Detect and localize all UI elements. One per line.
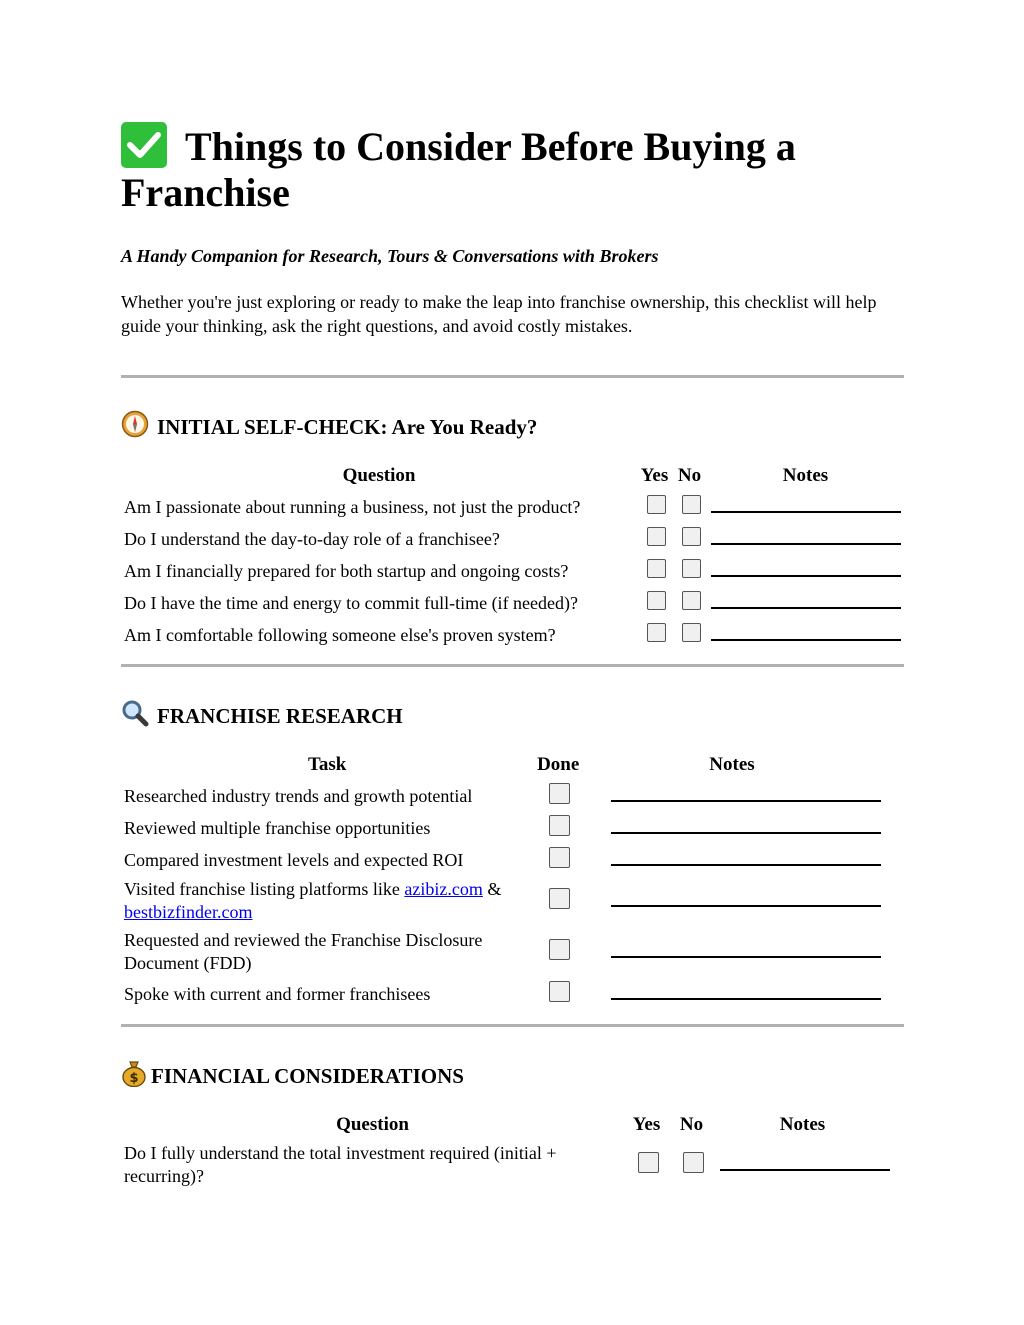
notes-line[interactable] xyxy=(611,786,881,802)
notes-line[interactable] xyxy=(711,529,901,545)
check-mark-icon xyxy=(121,122,167,168)
notes-line[interactable] xyxy=(611,850,881,866)
table-row xyxy=(121,844,881,876)
table-row xyxy=(121,926,881,978)
task-text: Researched industry trends and growth potential xyxy=(124,785,473,806)
task-text: Visited franchise listing platforms like azibiz.com & bestbizfinder.com xyxy=(124,879,502,922)
task-text: Compared investment levels and expected ROI xyxy=(124,849,464,870)
task-text: Reviewed multiple franchise opportunities xyxy=(124,817,431,838)
compass-icon xyxy=(121,410,149,444)
page-title-text: Things to Consider Before Buying a Franchise xyxy=(121,124,796,215)
task-text: Requested and reviewed the Franchise Disclosure Document (FDD) xyxy=(124,930,483,973)
notes-line[interactable] xyxy=(711,561,901,577)
table-row xyxy=(121,978,881,1010)
section-heading-research: FRANCHISE RESEARCH xyxy=(121,699,403,733)
intro-paragraph: Whether you're just exploring or ready to make the leap into franchise ownership, this checklist will help guide your thinking, ask the right questions, and avoid costly mistakes. xyxy=(121,292,877,336)
column-header-question: Question xyxy=(342,465,416,486)
question-text: Do I fully understand the total investment required (initial + recurring)? xyxy=(124,1143,557,1186)
research-table xyxy=(121,750,881,1010)
money-bag-icon xyxy=(121,1059,147,1093)
notes-line[interactable] xyxy=(720,1155,890,1171)
table-row xyxy=(121,619,904,651)
column-header-notes: Notes xyxy=(779,1114,826,1135)
column-header-notes: Notes xyxy=(782,465,829,486)
table-row xyxy=(121,1140,891,1190)
table-row xyxy=(121,812,881,844)
column-header-notes: Notes xyxy=(709,754,755,775)
done-checkbox[interactable] xyxy=(549,783,570,804)
financial-table xyxy=(121,1110,891,1190)
notes-line[interactable] xyxy=(611,984,881,1000)
section-divider xyxy=(121,375,904,378)
table-row xyxy=(121,780,881,812)
no-checkbox[interactable] xyxy=(682,591,701,610)
question-text: Am I financially prepared for both startup and ongoing costs? xyxy=(124,560,569,581)
table-row xyxy=(121,491,904,523)
notes-line[interactable] xyxy=(611,818,881,834)
done-checkbox[interactable] xyxy=(549,939,570,960)
subtitle: A Handy Companion for Research, Tours & Conversations with Brokers xyxy=(121,246,659,266)
column-header-yes: Yes xyxy=(632,1114,661,1135)
task-text: Spoke with current and former franchisees xyxy=(124,983,431,1004)
notes-line[interactable] xyxy=(611,891,881,907)
section-heading-financial: $ FINANCIAL CONSIDERATIONS xyxy=(121,1059,464,1093)
column-header-task: Task xyxy=(307,754,347,775)
done-checkbox[interactable] xyxy=(549,888,570,909)
table-header-row xyxy=(121,1110,891,1140)
section-heading-self-check: INITIAL SELF-CHECK: Are You Ready? xyxy=(121,410,537,444)
magnifying-glass-icon xyxy=(121,699,149,733)
column-header-no: No xyxy=(677,465,702,486)
notes-line[interactable] xyxy=(711,497,901,513)
table-header-row xyxy=(121,750,881,780)
table-row xyxy=(121,587,904,619)
azibiz-link[interactable]: azibiz.com xyxy=(404,879,483,899)
yes-checkbox[interactable] xyxy=(647,623,666,642)
notes-line[interactable] xyxy=(611,942,881,958)
no-checkbox[interactable] xyxy=(683,1152,704,1173)
section-divider xyxy=(121,1024,904,1027)
done-checkbox[interactable] xyxy=(549,981,570,1002)
table-header-row xyxy=(121,461,904,491)
no-checkbox[interactable] xyxy=(682,495,701,514)
column-header-done: Done xyxy=(537,754,580,775)
yes-checkbox[interactable] xyxy=(647,559,666,578)
page-title xyxy=(121,122,861,216)
question-text: Am I passionate about running a business, not just the product? xyxy=(124,496,581,517)
notes-line[interactable] xyxy=(711,593,901,609)
table-row xyxy=(121,876,881,926)
column-header-no: No xyxy=(679,1114,704,1135)
notes-line[interactable] xyxy=(711,625,901,641)
yes-checkbox[interactable] xyxy=(647,527,666,546)
done-checkbox[interactable] xyxy=(549,815,570,836)
column-header-question: Question xyxy=(336,1114,409,1135)
question-text: Am I comfortable following someone else's proven system? xyxy=(124,624,556,645)
no-checkbox[interactable] xyxy=(682,559,701,578)
table-row xyxy=(121,523,904,555)
yes-checkbox[interactable] xyxy=(638,1152,659,1173)
question-text: Do I have the time and energy to commit full-time (if needed)? xyxy=(124,592,579,613)
yes-checkbox[interactable] xyxy=(647,591,666,610)
column-header-yes: Yes xyxy=(640,465,669,486)
no-checkbox[interactable] xyxy=(682,623,701,642)
question-text: Do I understand the day-to-day role of a franchisee? xyxy=(124,528,500,549)
table-row xyxy=(121,555,904,587)
svg-text:$: $ xyxy=(129,1071,139,1086)
bestbizfinder-link[interactable]: bestbizfinder.com xyxy=(124,902,253,922)
no-checkbox[interactable] xyxy=(682,527,701,546)
section-divider xyxy=(121,664,904,667)
self-check-table xyxy=(121,461,904,651)
done-checkbox[interactable] xyxy=(549,847,570,868)
yes-checkbox[interactable] xyxy=(647,495,666,514)
